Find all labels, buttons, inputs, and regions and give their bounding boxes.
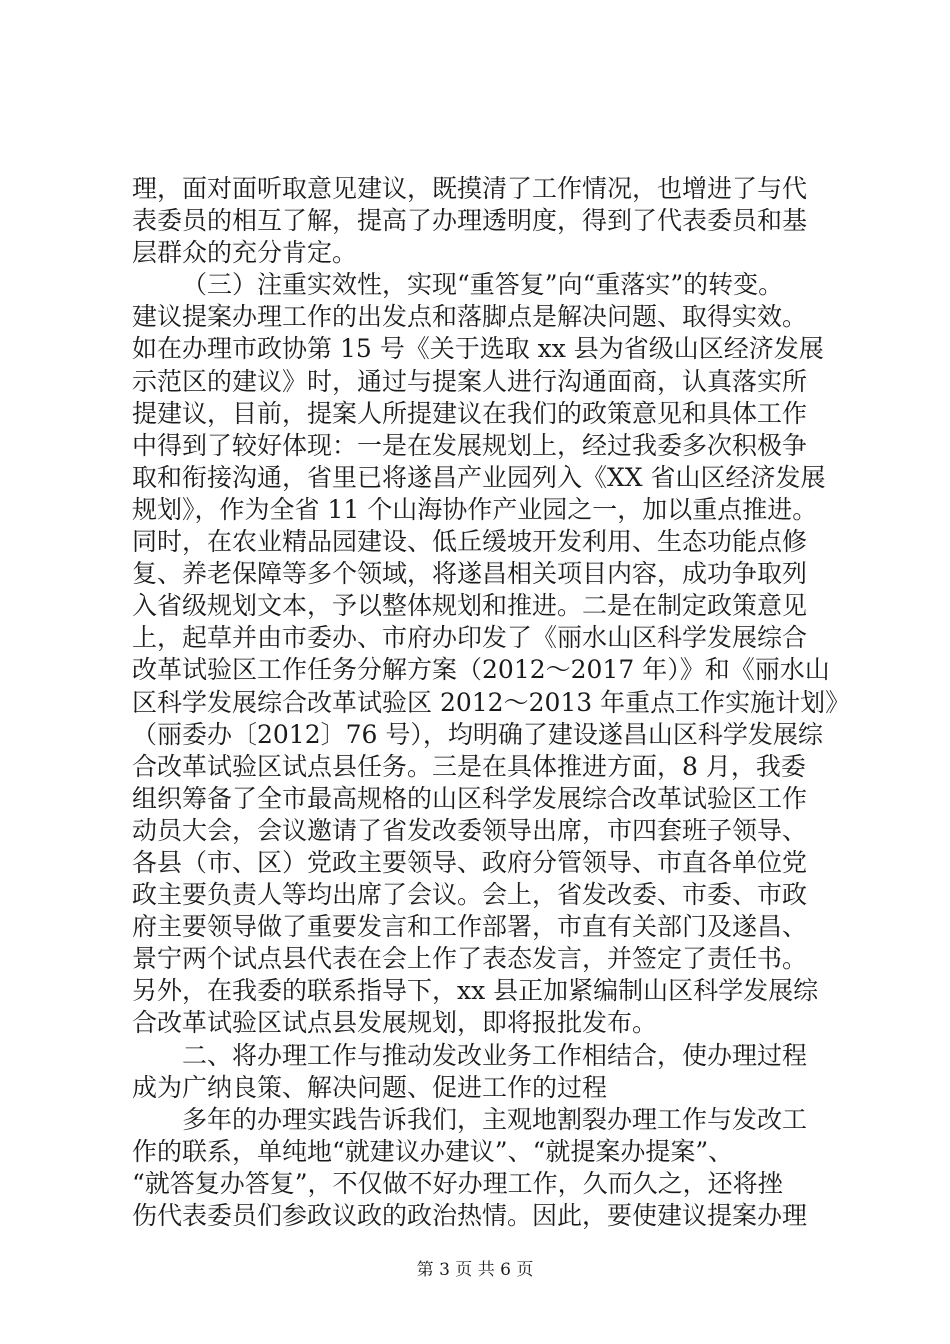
text-line: 合改革试验区试点县发展规划，即将报批发布。 — [132, 1008, 658, 1038]
text-line: 建议提案办理工作的出发点和落脚点是解决问题、取得实效。 — [132, 302, 808, 332]
text-line: 表委员的相互了解，提高了办理透明度，得到了代表委员和基 — [132, 206, 808, 236]
text-line: 多年的办理实践告诉我们，主观地割裂办理工作与发改工 — [182, 1104, 808, 1134]
text-line: 作的联系，单纯地“就建议办建议”、“就提案办提案”、 — [132, 1136, 734, 1166]
page-footer: 第 3 页 共 6 页 — [416, 1260, 534, 1280]
text-line: “就答复办答复”，不仅做不好办理工作，久而久之，还将挫 — [132, 1168, 783, 1198]
text-line: 组织筹备了全市最高规格的山区科学发展综合改革试验区工作 — [132, 783, 808, 813]
text-line: 入省级规划文本，予以整体规划和推进。二是在制定政策意见 — [132, 591, 808, 621]
text-line: 景宁两个试点县代表在会上作了表态发言，并签定了责任书。 — [132, 944, 808, 974]
text-line: 如在办理市政协第 15 号《关于选取 xx 县为省级山区经济发展 — [132, 334, 824, 364]
text-line: 二、将办理工作与推动发改业务工作相结合，使办理过程 — [182, 1040, 808, 1070]
text-line: 层群众的充分肯定。 — [132, 238, 358, 268]
text-line: 各县（市、区）党政主要领导、政府分管领导、市直各单位党 — [132, 847, 808, 877]
text-line: 同时，在农业精品园建设、低丘缓坡开发利用、生态功能点修 — [132, 527, 808, 557]
text-line: 改革试验区工作任务分解方案（2012～2017 年）》和《丽水山 — [132, 655, 830, 685]
text-line: 上，起草并由市委办、市府办印发了《丽水山区科学发展综合 — [132, 623, 808, 653]
text-line: 另外，在我委的联系指导下，xx 县正加紧编制山区科学发展综 — [132, 976, 819, 1006]
text-line: 规划》，作为全省 11 个山海协作产业园之一，加以重点推进。 — [132, 494, 818, 524]
text-line: 提建议，目前，提案人所提建议在我们的政策意见和具体工作 — [132, 398, 808, 428]
text-line: （丽委办〔2012〕76 号），均明确了建设遂昌山区科学发展综 — [132, 719, 823, 749]
text-line: 政主要负责人等均出席了会议。会上，省发改委、市委、市政 — [132, 880, 808, 910]
text-line: 伤代表委员们参政议政的政治热情。因此，要使建议提案办理 — [132, 1201, 808, 1230]
body-text — [132, 173, 852, 1232]
text-line: 中得到了较好体现：一是在发展规划上，经过我委多次积极争 — [132, 430, 808, 460]
text-line: 动员大会，会议邀请了省发改委领导出席，市四套班子领导、 — [132, 815, 808, 845]
text-line: 合改革试验区试点县任务。三是在具体推进方面，8 月，我委 — [132, 751, 806, 781]
text-line: 示范区的建议》时，通过与提案人进行沟通面商，认真落实所 — [132, 366, 808, 396]
text-line: 府主要领导做了重要发言和工作部署，市直有关部门及遂昌、 — [132, 912, 808, 942]
text-line: 复、养老保障等多个领域，将遂昌相关项目内容，成功争取列 — [132, 559, 808, 589]
text-line: 区科学发展综合改革试验区 2012～2013 年重点工作实施计划》 — [132, 687, 851, 717]
text-line: 取和衔接沟通，省里已将遂昌产业园列入《XX 省山区经济发展 — [132, 462, 826, 492]
text-line: 理，面对面听取意见建议，既摸清了工作情况，也增进了与代 — [132, 174, 808, 203]
text-line: 成为广纳良策、解决问题、促进工作的过程 — [132, 1072, 608, 1102]
text-line: （三）注重实效性，实现“重答复”向“重落实”的转变。 — [182, 270, 784, 300]
